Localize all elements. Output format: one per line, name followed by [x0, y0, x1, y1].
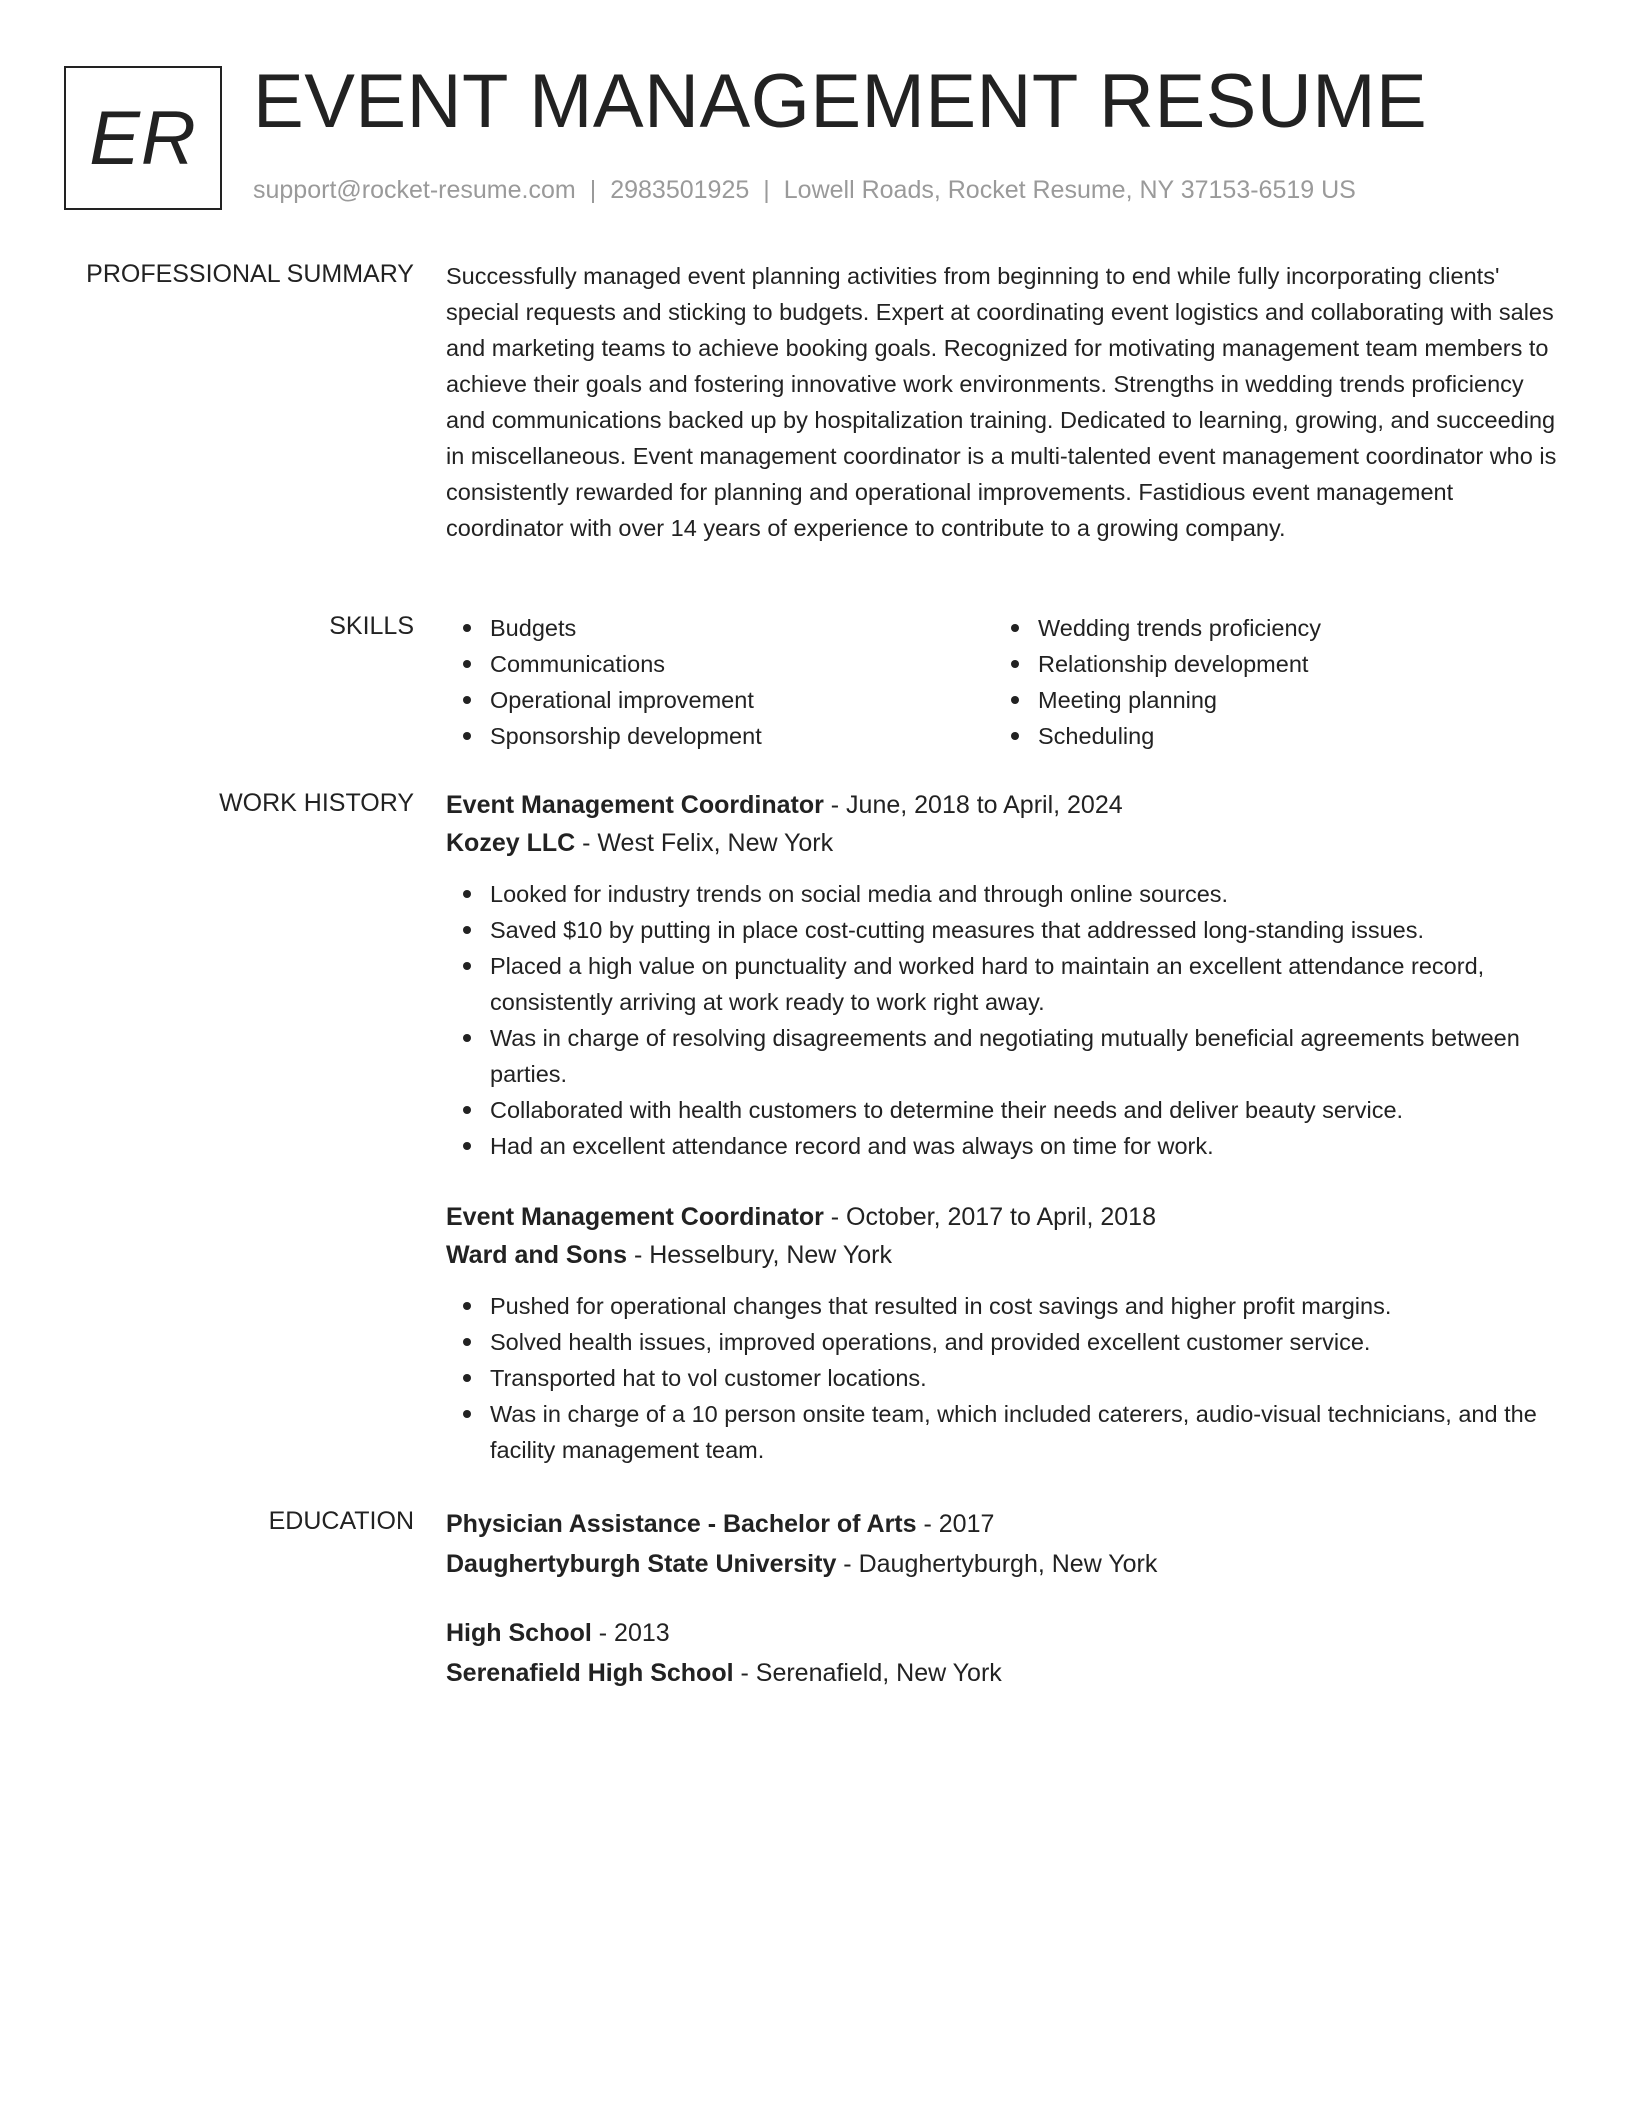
job-bullets [446, 876, 1566, 1164]
edu-school-line [446, 1653, 1566, 1693]
list-item: Was in charge of a 10 person onsite team, which included caterers, audio-visual technicians, and the facility management team. [446, 1396, 1566, 1468]
list-item: Sponsorship development [446, 718, 994, 754]
monogram-initials: ER [89, 95, 197, 181]
edu-year: - 2013 [591, 1619, 670, 1647]
contact-separator: | [763, 176, 770, 204]
job-entry [446, 1198, 1566, 1468]
list-item: Scheduling [994, 718, 1542, 754]
edu-school: Daughertyburgh State University [446, 1550, 837, 1578]
list-item: Solved health issues, improved operations, and provided excellent customer service. [446, 1324, 1566, 1360]
resume-title: EVENT MANAGEMENT RESUME [253, 59, 1428, 144]
job-entry [446, 786, 1566, 1164]
summary-text: Successfully managed event planning activities from beginning to end while fully incorporating clients' special requests and sticking to budgets. Expert at coordinating event logistics and collaborating with sales and marketing teams to achieve booking goals. Recognized for motivating management team members to achieve their goals and fostering innovative work environments. Strengths in wedding trends proficiency and communications backed up by hospitalization training. Dedicated to learning, growing, and succeeding in miscellaneous. Event management coordinator is a multi-talented event management coordinator who is consistently rewarded for planning and operational improvements. Fastidious event management coordinator with over 14 years of experience to contribute to a growing company. [446, 263, 1557, 541]
job-bullets [446, 1288, 1566, 1468]
job-dates: - October, 2017 to April, 2018 [823, 1203, 1156, 1231]
edu-degree: Physician Assistance - Bachelor of Arts [446, 1510, 917, 1538]
list-item: Meeting planning [994, 682, 1542, 718]
skills-grid [446, 610, 1566, 754]
job-company-line [446, 1236, 1566, 1274]
skills-list-left [446, 610, 994, 754]
edu-location: - Daughertyburgh, New York [836, 1550, 1158, 1578]
contact-line [253, 176, 1356, 205]
list-item: Operational improvement [446, 682, 994, 718]
job-location: - West Felix, New York [575, 829, 834, 857]
skills-label: SKILLS [329, 612, 414, 640]
edu-school-line [446, 1544, 1566, 1584]
list-item: Collaborated with health customers to determine their needs and deliver beauty service. [446, 1092, 1566, 1128]
edu-school: Serenafield High School [446, 1659, 734, 1687]
edu-degree-line [446, 1504, 1566, 1544]
education-entry [446, 1504, 1566, 1584]
edu-location: - Serenafield, New York [733, 1659, 1002, 1687]
contact-address: Lowell Roads, Rocket Resume, NY 37153-6519 US [783, 176, 1356, 204]
work-label: WORK HISTORY [219, 789, 414, 817]
summary-body [446, 258, 1566, 546]
list-item: Wedding trends proficiency [994, 610, 1542, 646]
job-company: Kozey LLC [446, 829, 576, 857]
job-company-line [446, 824, 1566, 862]
job-title-line [446, 1198, 1566, 1236]
job-title: Event Management Coordinator [446, 791, 824, 819]
monogram-box [64, 66, 222, 210]
list-item: Transported hat to vol customer locations. [446, 1360, 1566, 1396]
list-item: Relationship development [994, 646, 1542, 682]
education-label: EDUCATION [268, 1507, 414, 1535]
job-dates: - June, 2018 to April, 2024 [823, 791, 1123, 819]
contact-phone[interactable]: 2983501925 [610, 176, 750, 204]
job-location: - Hesselbury, New York [627, 1241, 892, 1269]
job-company: Ward and Sons [446, 1241, 628, 1269]
job-title-line [446, 786, 1566, 824]
edu-year: - 2017 [916, 1510, 995, 1538]
summary-label: PROFESSIONAL SUMMARY [86, 260, 414, 288]
contact-email[interactable]: support@rocket-resume.com [253, 176, 576, 204]
list-item: Communications [446, 646, 994, 682]
education-entry [446, 1613, 1566, 1693]
list-item: Looked for industry trends on social media and through online sources. [446, 876, 1566, 912]
job-title: Event Management Coordinator [446, 1203, 824, 1231]
contact-separator: | [589, 176, 597, 204]
edu-degree: High School [446, 1619, 592, 1647]
list-item: Was in charge of resolving disagreements and negotiating mutually beneficial agreements between parties. [446, 1020, 1566, 1092]
skills-list-right [994, 610, 1542, 754]
list-item: Saved $10 by putting in place cost-cutting measures that addressed long-standing issues. [446, 912, 1566, 948]
list-item: Placed a high value on punctuality and worked hard to maintain an excellent attendance record, consistently arriving at work ready to work right away. [446, 948, 1566, 1020]
list-item: Budgets [446, 610, 994, 646]
edu-degree-line [446, 1613, 1566, 1653]
list-item: Had an excellent attendance record and was always on time for work. [446, 1128, 1566, 1164]
list-item: Pushed for operational changes that resulted in cost savings and higher profit margins. [446, 1288, 1566, 1324]
